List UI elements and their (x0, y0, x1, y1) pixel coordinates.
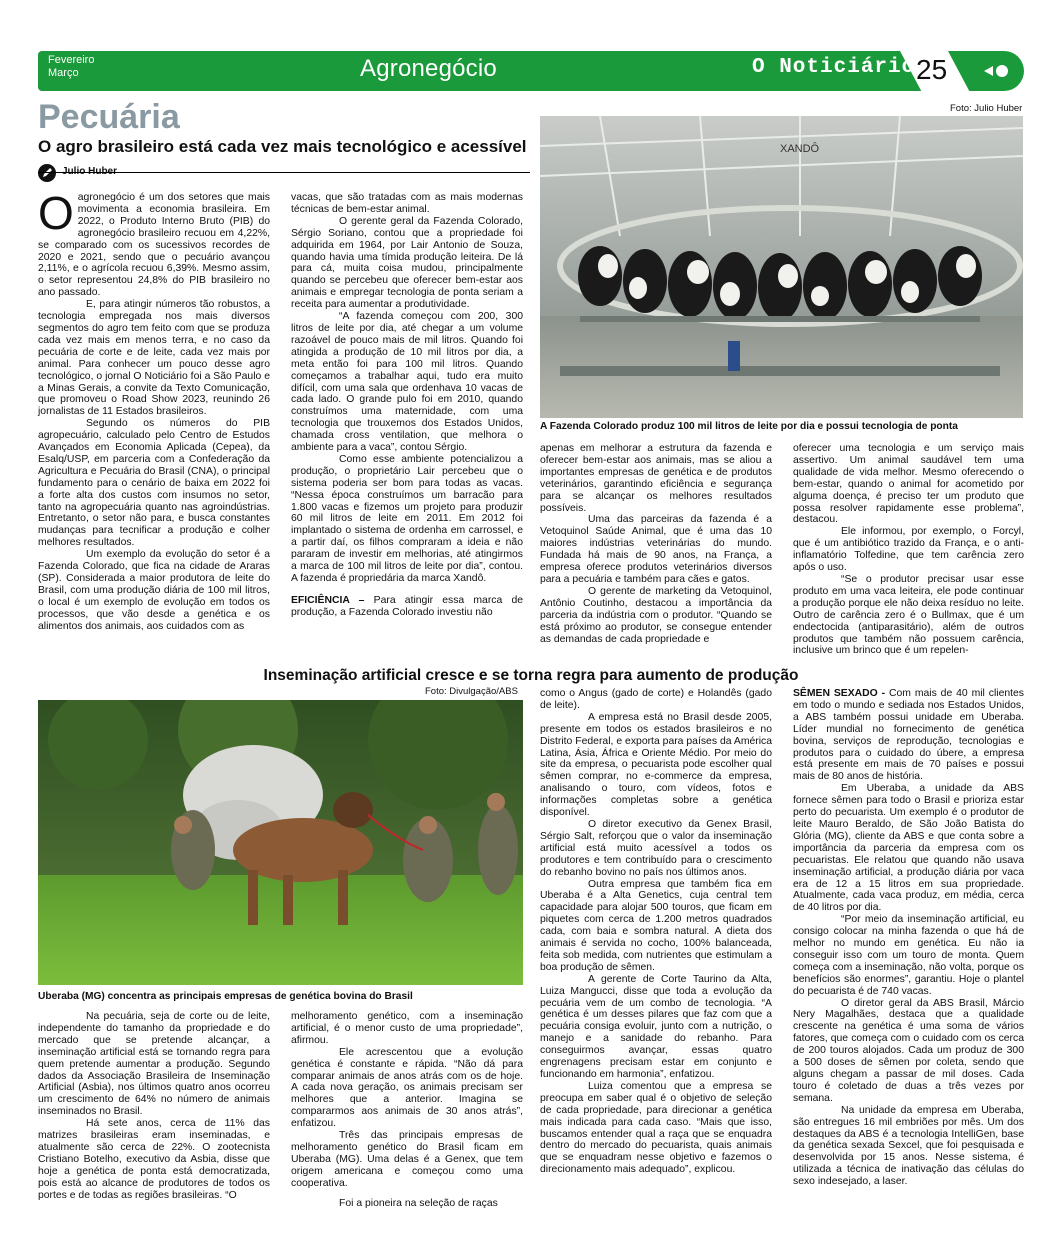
article2-headline: Inseminação artificial cresce e se torna regra para aumento de produção (263, 667, 799, 684)
newspaper-brand: O Noticiário (752, 56, 916, 79)
photo-caption: A Fazenda Colorado produz 100 mil litros de leite por dia e possui tecnologia de ponta (540, 421, 958, 432)
paragraph: Há sete anos, cerca de 11% das matrizes brasileiras eram inseminadas, e atualmente são cerca de 22%. O zootecnista Cristiano Botelho, executivo da Asbia, disse que hoje a genética de ponta está democratizada, pois está ao alcance de produtores de todos os portes e de todas as regiões brasileiras. “O (38, 1118, 270, 1201)
cattle-photo (38, 700, 523, 985)
photo-caption: Uberaba (MG) concentra as principais empresas de genética bovina do Brasil (38, 991, 413, 1002)
paragraph: oferecer uma tecnologia e um serviço mais assertivo. Um animal saudável tem uma qualidade de vida melhor. Mesmo oferecendo o bem-estar, quando o animal for acometido por alguma doença, é preciso ter um produto que possa resolver rapidamente esse problema”, destacou. (793, 443, 1024, 526)
paragraph: Segundo os números do PIB agropecuário, calculado pelo Centro de Estudos Avançados em Economia Aplicada (Cepea), da Esalq/USP, em parceria com a Confederação da Agricultura e Pecuária do Brasil (CNA), o principal fundamento para o cenário de baixa em 2022 foi a forte alta dos custos com insumos no setor, tanto na agropecuária quanto nas agroindústrias. Entretanto, o setor não para, e busca constantes mudanças para tecnificar a produção e colher melhores resultados. (38, 418, 270, 549)
article1-column-3 (540, 443, 772, 666)
section-title: Agronegócio (360, 55, 497, 82)
paragraph: Outra empresa que também fica em Uberaba é a Alta Genetics, cuja central tem capacidade para alojar 500 touros, que ficam em piquetes com cerca de 1.200 metros quadrados cada, com baia e sombra natural. A dieta dos animais é servida no cocho, 100% balanceada, feita sob medida, com nutrientes que estimulam a boa produção de sêmen. (540, 878, 772, 973)
paragraph: O diretor executivo da Genex Brasil, Sérgio Salt, reforçou que o valor da inseminação artificial está muito acessível a todos os produtores e tem contribuído para o crescimento do rebanho bovino no país nos últimos anos. (540, 818, 772, 878)
paragraph: Oagronegócio é um dos setores que mais movimenta a economia brasileira. Em 2022, o Produto Interno Bruto (PIB) do agronegócio brasileiro recuou em 4,22%, se comparado com os sucessivos recordes de 2020 e 2021, sendo que o pecuário avançou 2,11%, e o agrícola recuou 6,39%. Mesmo assim, o setor representou 24,8% do PIB brasileiro no ano passado. (38, 187, 270, 299)
paragraph: O gerente de marketing da Vetoquinol, Antônio Coutinho, destacou a importância da parceria da indústria com o produtor. “Quando se está próximo ao produtor, se consegue entender as demandas de cada propriedade e (540, 585, 772, 645)
article2-column-2 (291, 1011, 523, 1216)
paragraph: A gerente de Corte Taurino da Alta, Luiza Manguccі, disse que toda a evolução da pecuária vem de um combo de tecnologia. “A genética é um desses pilares que faz com que a pecuária consiga evoluir, junto com a nutrição, o manejo e a sanidade do rebanho. Para conseguirmos avançar, essas quatro engrenagens precisam estar em conjunto e funcionando em harmonia”, enfatizou. (540, 973, 772, 1080)
photo-credit: Foto: Julio Huber (950, 103, 1023, 114)
paragraph: “Se o produtor precisar usar esse produto em uma vaca leiteira, ele pode continuar a produção porque ele não deixa resíduo no leite. Outro de carência zero é o Bullmax, que é um endectocida (antiparasitário), além de outros produtos que também não possuem carência, inclusive um brinco que é um repelen- (793, 573, 1024, 657)
paragraph: Como esse ambiente potencializou a produção, o proprietário Lair percebeu que o sistema poderia ser bom para todas as vacas. “Nessa época construímos um barracão para 1.800 vacas e fizemos um projeto para produzir 60 mil litros de leite em 2011. Em 2012 foi implantado o sistema de ordenha em carrossel, e a partir daí, os filhos compraram a ideia e não pararam de investir em melhorias, até atingirmos a marca de 100 mil litros de leite por dia”, contou. A fazenda é propriedária da marca Xandô. (291, 453, 523, 584)
article1-column-2 (291, 192, 523, 665)
drop-cap: O (38, 187, 74, 239)
photo-credit: Foto: Divulgação/ABS (425, 686, 518, 697)
issue-month-1: Fevereiro (48, 54, 95, 66)
paragraph: Ele acrescentou que a evolução genética é constante e rápida. “Não dá para comparar animais de anos atrás com os de hoje. A cada nova geração, os animais precisam ser melhores que a anterior. Imagina se compararmos aos animais de 30 anos atrás”, enfatizou. (291, 1046, 523, 1130)
paragraph: Foi a pioneira na seleção de raças (339, 1197, 498, 1209)
article2-column-1 (38, 1011, 270, 1216)
paragraph: Três das principais empresas de melhoramento genético do Brasil ficam em Uberaba (MG). Uma delas é a Genex, que tem origem americana e começou como uma cooperativa. (291, 1130, 523, 1189)
paragraph: apenas em melhorar a estrutura da fazenda e oferecer bem-estar aos animais, mas se aliou a importantes empresas de genética e de produtos veterinários, garantindo eficiência e segurança para se alcançar os melhores resultados possíveis. (540, 443, 772, 514)
paragraph: Uma das parceiras da fazenda é a Vetoquinol Saúde Animal, que é uma das 10 maiores indústrias veterinárias do mundo. Fundada há mais de 90 anos, na França, a empresa oferece produtos veterinários diversos para a pecuária e também para cães e gatos. (540, 514, 772, 585)
paragraph: Luiza comentou que a empresa se preocupa em saber qual é o objetivo de seleção de cada propriedade, para direcionar a genética mais indicada para cada caso. “Mais que isso, buscamos entender qual a raça que se enquadra dentro do mercado do pecuarista, quais animais que se enquadram nesse objetivo e fazemos o direcionamento mais adequado”, explicou. (540, 1080, 772, 1176)
page-number: 25 (916, 54, 948, 85)
paragraph: O gerente geral da Fazenda Colorado, Sérgio Soriano, contou que a propriedade foi adquirida em 1964, por Lair Antonio de Souza, quando havia uma tímida produção leiteira. De lá para cá, muita coisa mudou, principalmente quando se percebeu que oferecer bem-estar aos animais e empregar tecnologia de ponta seriam a receita para aumentar a produtividade. (291, 215, 523, 311)
paragraph: “Por meio da inseminação artificial, eu consigo colocar na minha fazenda o que há de melhor no mundo em genética. Eu não ia conseguir isso com um touro de monta. Quem começa com a inseminação, não volta, porque os benefícios são enormes”, garantiu. Hoje o plantel do pecuarista é de 740 vacas. (793, 914, 1024, 997)
section-kicker: Pecuária (38, 98, 180, 136)
paragraph: E, para atingir números tão robustos, a tecnologia empregada nos mais diversos segmentos do agro tem feito com que se produza cada vez mais em menos terra, e no caso da pecuária de corte e de leite, cada vez mais por animal. Para conhecer um pouco desse agro tecnológico, o jornal O Noticiário foi a São Paulo e a Minas Gerais, a convite da Texto Comunicação, que promoveu o Road Show 2023, reunindo 26 jornalistas de 11 Estados brasileiros. (38, 299, 270, 418)
paragraph: “A fazenda começou com 200, 300 litros de leite por dia, até chegar a um volume razoável de pouco mais de mil litros. Quando foi atingida a produção de 10 mil litros por dia, a meta então foi para 100 mil litros. Quando começamos a trabalhar aqui, tudo era muito difícil, com uma sala que ordenhava 10 vacas de cada lado. O grande pulo foi em 2010, quando construímos uma maternidade, com uma tecnologia que trouxemos dos Estados Unidos, chamada cross ventilation, que melhora o ambiente para a vaca”, contou Sérgio. (291, 311, 523, 454)
paragraph: vacas, que são tratadas com as mais modernas técnicas de bem-estar animal. (291, 192, 523, 215)
article-headline: O agro brasileiro está cada vez mais tecnológico e acessível (38, 137, 527, 156)
paragraph: SÊMEN SEXADO - Com mais de 40 mil clientes em todo o mundo e sediada nos Estados Unidos, a ABS também possui unidade em Uberaba. Líder mundial no fornecimento de genética bovina, serviços de reprodução, tecnologias e produtos para o cuidado do úbere, a empresa está presente em mais de 70 países e possui mais de 80 anos de história. (793, 688, 1024, 783)
paragraph: Ele informou, por exemplo, o Forcyl, que é um antibiótico trazido da França, e o anti-inflamatório Tolfedine, que tem carência zero após o uso. (793, 526, 1024, 574)
byline-rule (38, 172, 530, 173)
paragraph: Em Uberaba, a unidade da ABS fornece sêmen para todo o Brasil e prioriza estar perto do pecuarista. Um exemplo é o produtor de leite Mauro Beraldo, de São João Batista do Glória (MG), cliente da ABS e que conta sobre a importância da parceria da empresa com os pecuaristas. Ele relatou que quando não usava inseminação artificial, a produção diária por vaca era de 12 a 15 litros em sua propriedade. Atualmente, cada vaca produz, em média, cerca de 40 litros por dia. (793, 783, 1024, 914)
subheading: EFICIÊNCIA – (291, 594, 365, 606)
milking-carousel-photo (540, 116, 1023, 418)
paragraph: como o Angus (gado de corte) e Holandês (gado de leite). (540, 688, 772, 711)
paragraph: Na unidade da empresa em Uberaba, são entregues 16 mil embriões por mês. Um dos destaques da ABS é a tecnologia IntelliGen, base da genética sexada Sexcel, que foi pesquisada e desenvolvida por 15 anos. Nesse sistema, é utilizada a técnica de inativação das células do sexo indesejado, a laser. (793, 1104, 1024, 1188)
article2-column-4 (793, 688, 1024, 1216)
paragraph: melhoramento genético, com a inseminação artificial, é o menor custo de uma propriedade”, afirmou. (291, 1011, 523, 1046)
article2-column-3 (540, 688, 772, 1216)
paragraph: EFICIÊNCIA – Para atingir essa marca de produção, a Fazenda Colorado investiu não (291, 594, 524, 618)
article1-column-4 (793, 443, 1024, 666)
article1-column-1 (38, 187, 270, 665)
barn-sign: XANDÔ (780, 143, 820, 155)
paragraph: A empresa está no Brasil desde 2005, presente em todos os estados brasileiros e no Distrito Federal, e exporta para países da América Latina, Ásia, África e Oriente Médio. Por meio do site da empresa, o pecuarista pode escolher qual sêmen comprar, no e-commerce da empresa, analisando o touro, com vídeos, fotos e informações completas sobre a genética disponível. (540, 711, 772, 819)
issue-month-2: Março (48, 67, 79, 79)
subheading: SÊMEN SEXADO - (793, 688, 886, 699)
page-arrow-icon (984, 64, 1012, 78)
paragraph: O diretor geral da ABS Brasil, Márcio Nery Magalhães, destaca que a qualidade crescente na genética é uma soma de vários fatores, que começa com o cuidado com os cerca de 200 touros alojados. Cada um produz de 300 a 500 doses de sêmen por coleta, sendo que alguns chegam a passar de mil doses. Cada touro é coletado de duas a três vezes por semana. (793, 997, 1024, 1104)
paragraph: Na pecuária, seja de corte ou de leite, independente do tamanho da propriedade e do mercado que se pretende alcançar, a inseminação artificial está se tornando regra para quem pretende aumentar a produção. Segundo dados da Associação Brasileira de Inseminação Artificial (Asbia), nos últimos quatro anos ocorreu um crescimento de 64% no número de animais inseminados no Brasil. (38, 1011, 270, 1118)
pen-icon (38, 164, 56, 182)
paragraph: Um exemplo da evolução do setor é a Fazenda Colorado, que fica na cidade de Araras (SP). Considerada a maior produtora de leite do Brasil, com uma produção diária de 100 mil litros, o local é um exemplo de evolução em todos os processos, que vão desde a genética e os alimentos dos animais, aos cuidados com as (38, 549, 270, 632)
